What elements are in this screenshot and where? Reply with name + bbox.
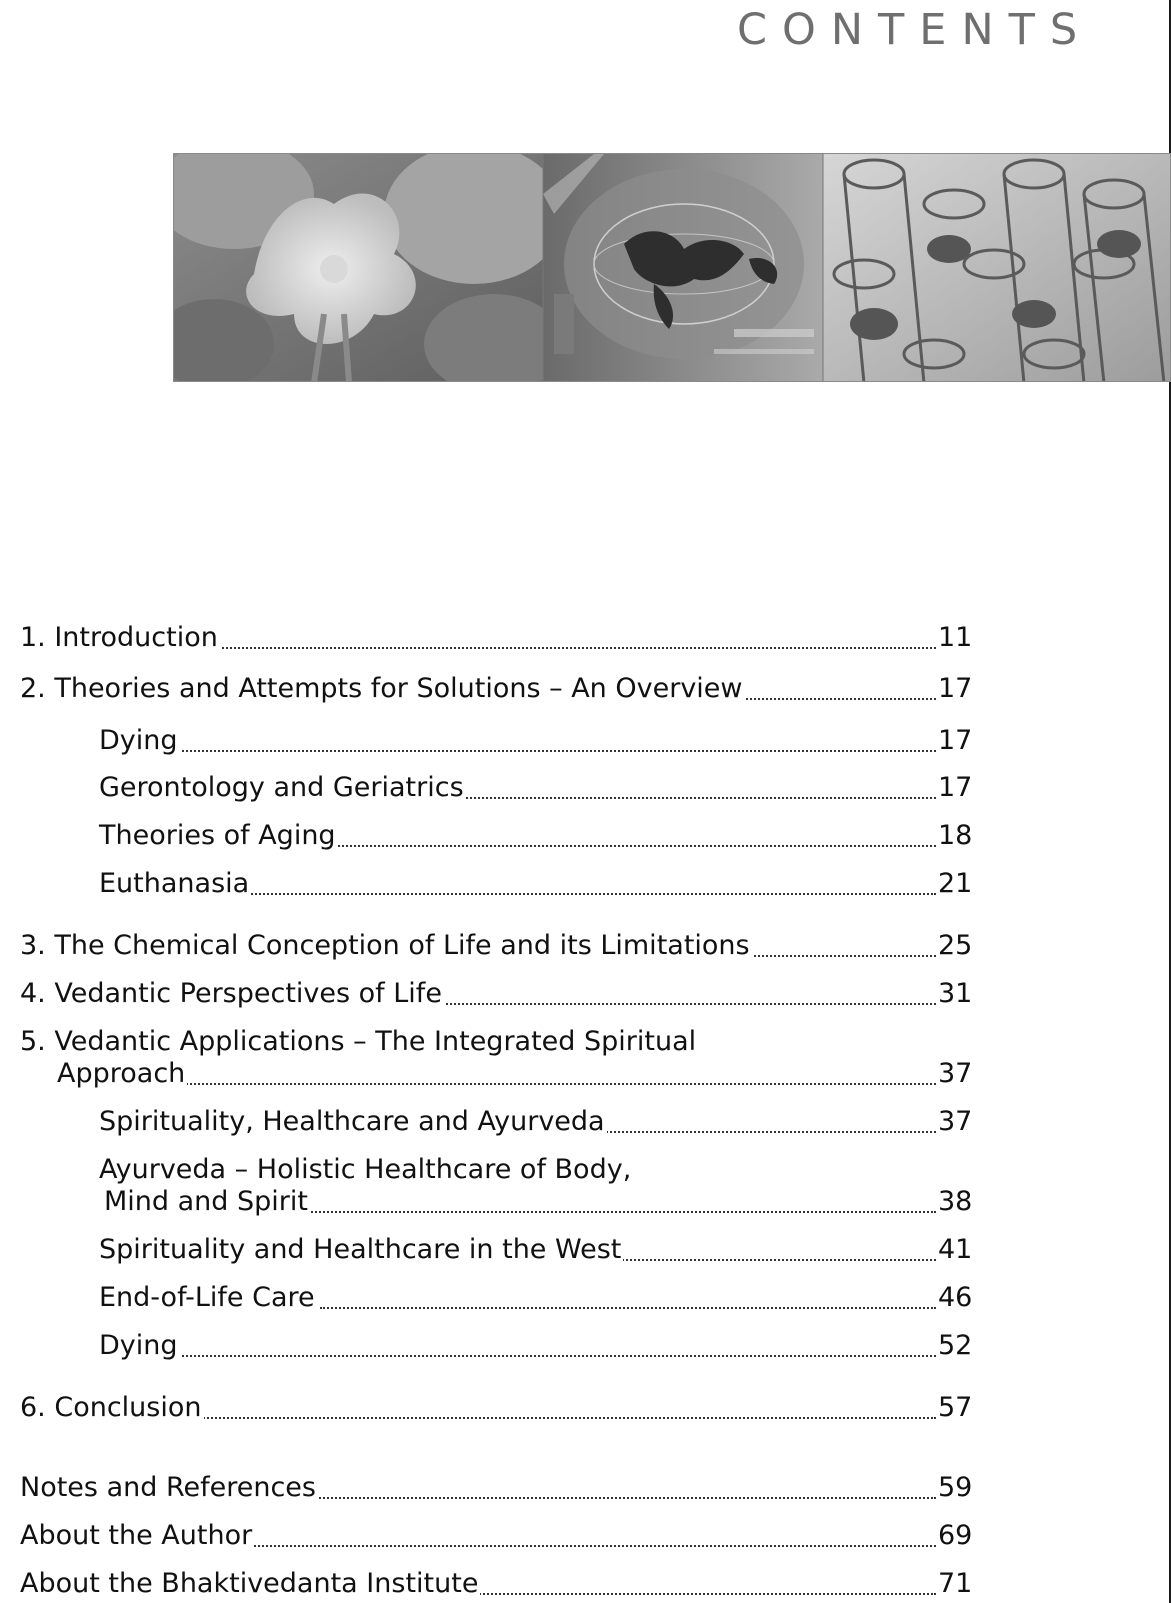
dot-leader [472, 1593, 936, 1595]
toc-label-line1: Ayurveda – Holistic Healthcare of Body, [99, 1154, 632, 1185]
toc-page-number: 46 [938, 1282, 973, 1313]
toc-page-number: 37 [938, 1106, 973, 1137]
toc-page-number: 18 [938, 820, 973, 851]
toc-label: Spirituality, Healthcare and Ayurveda [99, 1106, 605, 1137]
toc-entry-spirituality-west[interactable] [0, 1233, 972, 1267]
toc-page-number: 52 [938, 1330, 973, 1361]
toc-entry-ayurveda-holistic[interactable] [0, 1185, 972, 1219]
toc-page-number: 57 [938, 1392, 973, 1423]
toc-entry-notes-references[interactable] [0, 1471, 972, 1505]
toc-label: 1. Introduction [20, 622, 218, 653]
toc-page-number: 38 [938, 1186, 973, 1217]
toc-label: Gerontology and Geriatrics [99, 772, 464, 803]
toc-page-number: 31 [938, 978, 973, 1009]
toc-label: Mind and Spirit [104, 1186, 308, 1217]
toc-page-number: 59 [938, 1472, 973, 1503]
toc-page-number: 71 [938, 1568, 973, 1599]
flower-photo [174, 154, 564, 382]
toc-page-number: 17 [938, 673, 973, 704]
toc-entry-about-institute[interactable] [0, 1567, 972, 1601]
toc-entry-end-of-life-care[interactable] [0, 1281, 972, 1315]
dot-leader [458, 797, 936, 799]
toc-label: 2. Theories and Attempts for Solutions – An Overview [20, 673, 743, 704]
dot-leader [437, 1003, 936, 1005]
toc-label: Approach [57, 1058, 186, 1089]
toc-entry-gerontology[interactable] [0, 771, 972, 805]
dot-leader [218, 647, 936, 649]
toc-entry-theories-of-aging[interactable] [0, 819, 972, 853]
toc-label-line1: 5. Vedantic Applications – The Integrated Spiritual [20, 1026, 697, 1057]
toc-page-number: 11 [938, 622, 973, 653]
toc-page-number: 25 [938, 930, 973, 961]
toc-label: 3. The Chemical Conception of Life and its Limitations [20, 930, 750, 961]
dot-leader [308, 1211, 936, 1213]
toc-page-number: 21 [938, 868, 973, 899]
toc-label: About the Bhaktivedanta Institute [20, 1568, 479, 1599]
dot-leader [333, 845, 936, 847]
dot-leader [738, 698, 936, 700]
dot-leader [248, 893, 936, 895]
page-title: CONTENTS [737, 5, 1093, 55]
dot-leader [178, 750, 936, 752]
toc-label: About the Author [20, 1520, 253, 1551]
toc-label: Notes and References [20, 1472, 316, 1503]
toc-entry-spirituality-ayurveda[interactable] [0, 1105, 972, 1139]
toc-entry-theories[interactable] [0, 672, 972, 706]
toc-page-number: 41 [938, 1234, 973, 1265]
dot-leader [250, 1545, 936, 1547]
toc-label: 4. Vedantic Perspectives of Life [20, 978, 442, 1009]
toc-entry-euthanasia[interactable] [0, 867, 972, 901]
dot-leader [618, 1259, 936, 1261]
toc-entry-about-author[interactable] [0, 1519, 972, 1553]
dot-leader [320, 1307, 936, 1309]
dot-leader [312, 1497, 936, 1499]
dot-leader [178, 1355, 936, 1357]
toc-label: Dying [99, 725, 178, 756]
toc-entry-introduction[interactable] [0, 621, 972, 655]
toc-entry-dying-2[interactable] [0, 1329, 972, 1363]
dot-leader [737, 955, 936, 957]
toc-entry-conclusion[interactable] [0, 1391, 972, 1425]
toc-label: 6. Conclusion [20, 1392, 202, 1423]
toc-page-number: 17 [938, 772, 973, 803]
toc-entry-chemical-conception[interactable] [0, 929, 972, 963]
banner-image [173, 153, 1171, 382]
toc-entry-vedantic-applications[interactable] [0, 1057, 972, 1091]
toc-label: Spirituality and Healthcare in the West [99, 1234, 622, 1265]
toc-label: End-of-Life Care [99, 1282, 315, 1313]
toc-page-number: 17 [938, 725, 973, 756]
toc-label: Euthanasia [99, 868, 250, 899]
dot-leader [598, 1131, 936, 1133]
toc-label: Theories of Aging [99, 820, 336, 851]
toc-page-number: 37 [938, 1058, 973, 1089]
toc-entry-dying[interactable] [0, 724, 972, 758]
dot-leader [183, 1083, 936, 1085]
test-tubes-photo [823, 154, 1171, 382]
dot-leader [200, 1417, 936, 1419]
world-map-globe-photo [543, 154, 823, 382]
toc-label: Dying [99, 1330, 178, 1361]
toc-page-number: 69 [938, 1520, 973, 1551]
toc-entry-vedantic-perspectives[interactable] [0, 977, 972, 1011]
